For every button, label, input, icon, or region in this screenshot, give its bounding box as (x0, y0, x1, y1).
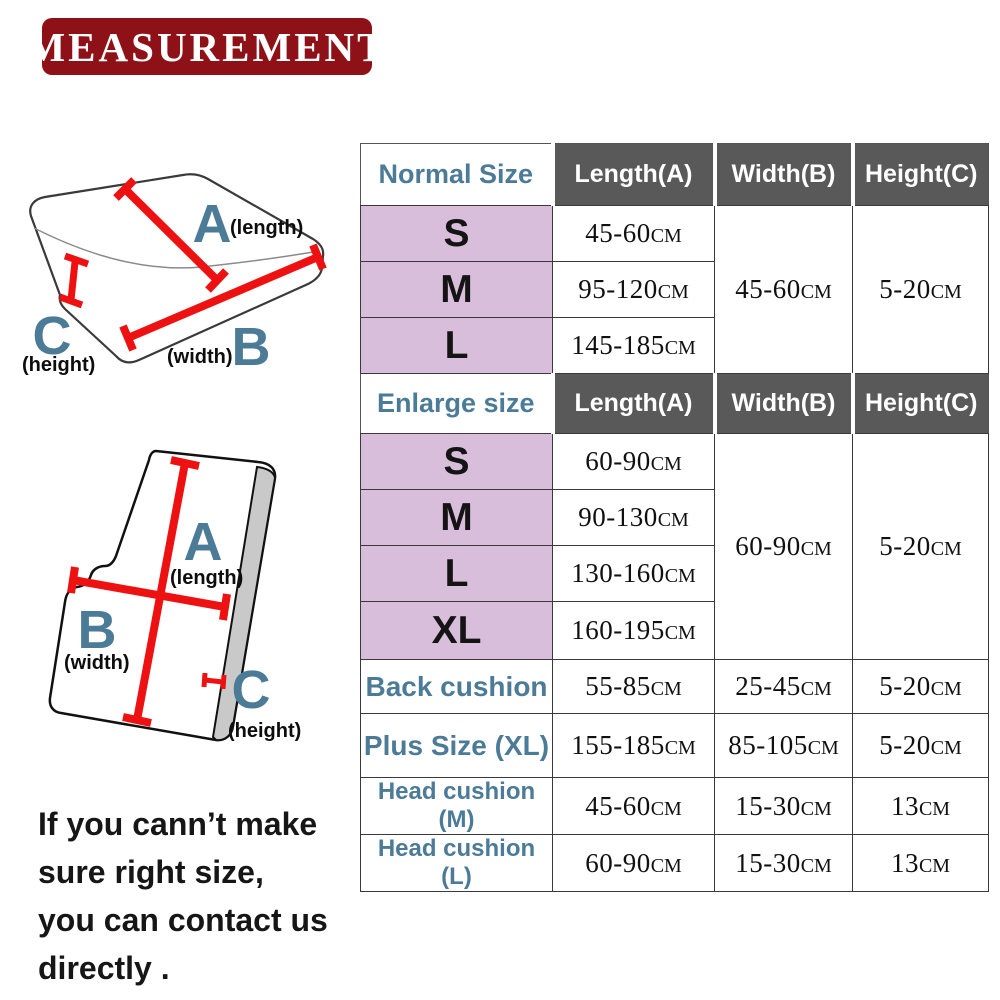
table-row-normal-s (361, 206, 989, 262)
contact-note-line: directly . (38, 950, 170, 986)
back-length-letter: A (183, 512, 223, 572)
height-value: 5-20CM (853, 714, 989, 778)
height-value: 13CM (853, 835, 989, 892)
width-value-merged: 60-90CM (715, 434, 853, 660)
length-value: 55-85CM (553, 660, 715, 714)
col-header-length: Length(A) (553, 144, 715, 206)
width-value: 15-30CM (715, 835, 853, 892)
contact-note (38, 800, 368, 992)
width-value: 85-105CM (715, 714, 853, 778)
back-height-caption: (height) (228, 720, 302, 742)
size-label: S (361, 434, 553, 490)
table-row-plus-size (361, 714, 989, 778)
back-length-caption: (length) (170, 567, 244, 589)
back-height-letter: C (231, 660, 271, 720)
length-value: 60-90CM (553, 835, 715, 892)
width-value: 25-45CM (715, 660, 853, 714)
length-value: 45-60CM (553, 778, 715, 835)
category-label: Back cushion (361, 660, 553, 714)
height-value-merged: 5-20CM (853, 434, 989, 660)
seat-width-caption: (width) (167, 346, 233, 368)
title-banner (26, 18, 388, 75)
seat-height-letter: C (32, 306, 72, 366)
length-value: 130-160CM (553, 546, 715, 602)
length-value: 60-90CM (553, 434, 715, 490)
contact-note-line: sure right size, (38, 854, 264, 890)
size-table-container (360, 143, 989, 892)
size-label: S (361, 206, 553, 262)
seat-width-letter: B (231, 317, 271, 377)
length-value: 160-195CM (553, 602, 715, 660)
seat-cushion-diagram (15, 150, 355, 400)
table-row-head-cushion-m (361, 778, 989, 835)
length-value: 90-130CM (553, 490, 715, 546)
category-label: Head cushion (L) (361, 835, 553, 892)
back-cushion-diagram (30, 430, 360, 780)
size-label: L (361, 546, 553, 602)
col-header-height: Height(C) (853, 144, 989, 206)
table-row-enlarge-header (361, 374, 989, 434)
size-label: L (361, 318, 553, 374)
height-value-merged: 5-20CM (853, 206, 989, 374)
contact-note-line: If you cann’t make (38, 806, 318, 842)
seat-length-caption: (length) (230, 217, 304, 239)
length-value: 45-60CM (553, 206, 715, 262)
col-header-height: Height(C) (853, 374, 989, 434)
length-value: 145-185CM (553, 318, 715, 374)
length-value: 155-185CM (553, 714, 715, 778)
table-row-enlarge-s (361, 434, 989, 490)
length-value: 95-120CM (553, 262, 715, 318)
height-value: 13CM (853, 778, 989, 835)
table-row-back-cushion (361, 660, 989, 714)
table-row-head-cushion-l (361, 835, 989, 892)
col-header-width: Width(B) (715, 374, 853, 434)
width-value: 15-30CM (715, 778, 853, 835)
normal-size-header-label: Normal Size (361, 144, 553, 206)
category-label: Head cushion (M) (361, 778, 553, 835)
table-row-normal-header (361, 144, 989, 206)
height-value: 5-20CM (853, 660, 989, 714)
seat-height-caption: (height) (22, 354, 96, 376)
contact-note-line: you can contact us (38, 902, 328, 938)
size-label: M (361, 490, 553, 546)
category-label: Plus Size (XL) (361, 714, 553, 778)
back-width-letter: B (77, 600, 117, 660)
size-table (360, 143, 989, 892)
enlarge-size-header-label: Enlarge size (361, 374, 553, 434)
back-width-caption: (width) (64, 652, 130, 674)
size-label: XL (361, 602, 553, 660)
col-header-width: Width(B) (715, 144, 853, 206)
size-label: M (361, 262, 553, 318)
seat-length-letter: A (192, 194, 232, 254)
col-header-length: Length(A) (553, 374, 715, 434)
page-title: MEASUREMENT (26, 23, 388, 70)
width-value-merged: 45-60CM (715, 206, 853, 374)
